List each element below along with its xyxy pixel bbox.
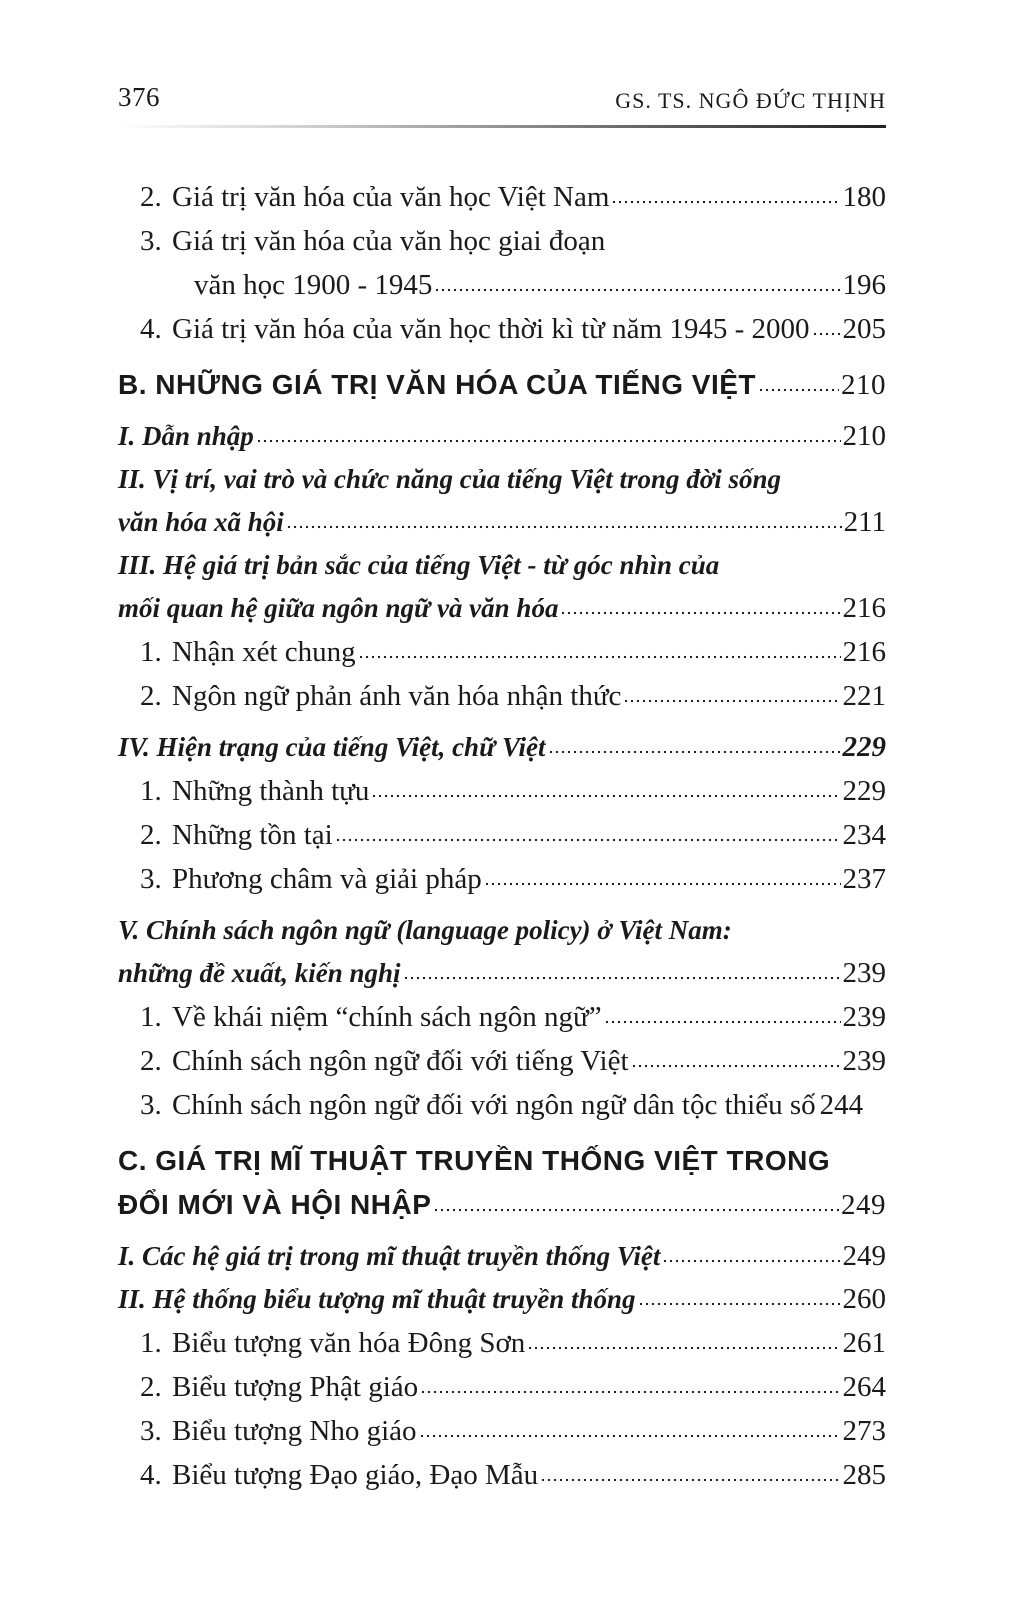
- toc-page-number: 196: [842, 269, 886, 301]
- toc-page-number: 249: [842, 1240, 886, 1272]
- toc-page-number: 210: [842, 420, 886, 452]
- toc-entry-title-line: III. Hệ giá trị bản sắc của tiếng Việt - từ góc nhìn của: [118, 550, 720, 580]
- toc-entry-line: [140, 769, 886, 813]
- dot-leader: [540, 1478, 840, 1482]
- toc-entry-title: Về khái niệm “chính sách ngôn ngữ”: [172, 1001, 602, 1033]
- spacer: [118, 407, 886, 415]
- toc-entry-sub: [118, 726, 886, 769]
- dot-leader: [548, 750, 841, 754]
- toc-entry-title: Phương châm và giải pháp: [172, 863, 482, 895]
- toc-entry-title: I. Các hệ giá trị trong mĩ thuật truyền thống Việt: [118, 1241, 661, 1271]
- dot-leader: [812, 332, 841, 336]
- toc-entry-sub: [118, 415, 886, 458]
- running-header: [118, 82, 886, 128]
- toc-page-number: 260: [842, 1283, 886, 1315]
- toc-entry-sub: [118, 1278, 886, 1321]
- toc-entry-title: Những thành tựu: [172, 775, 370, 807]
- toc-page-number: 264: [842, 1371, 886, 1403]
- toc-entry-item: [118, 857, 886, 901]
- toc-entry-line: [118, 415, 886, 458]
- dot-leader: [604, 1020, 841, 1024]
- spacer: [118, 1127, 886, 1139]
- toc-item-number: 2.: [140, 1045, 162, 1077]
- dot-leader: [623, 699, 840, 703]
- toc-entry-title-line: [140, 219, 886, 263]
- toc-page-number: 210: [841, 369, 886, 401]
- toc-entry-item: [118, 1083, 886, 1127]
- toc-entry-line: [118, 587, 886, 630]
- toc-entry-title: B. NHỮNG GIÁ TRỊ VĂN HÓA CỦA TIẾNG VIỆT: [118, 369, 757, 400]
- toc-entry-item: [118, 1453, 886, 1497]
- dot-leader: [286, 525, 842, 529]
- dot-leader: [631, 1064, 841, 1068]
- toc-entry-title: Giá trị văn hóa của văn học thời kì từ năm 1945 - 2000: [172, 313, 810, 345]
- dot-leader: [611, 200, 840, 204]
- toc-entry-line: [118, 1235, 886, 1278]
- spacer: [118, 718, 886, 726]
- toc-page-number: 237: [842, 863, 886, 895]
- header-rule: [118, 125, 886, 128]
- toc-item-number: 1.: [140, 636, 162, 668]
- spacer: [118, 351, 886, 363]
- toc-entry-title: Giá trị văn hóa của văn học Việt Nam: [172, 181, 610, 213]
- toc-entry-item: [118, 813, 886, 857]
- toc-entry-sub: [118, 458, 886, 544]
- toc-entry-sub: [118, 909, 886, 995]
- toc-entry-line: [118, 363, 886, 407]
- toc-entry-title: Chính sách ngôn ngữ đối với tiếng Việt: [172, 1045, 629, 1077]
- toc-entry-line: [140, 1039, 886, 1083]
- toc-entry-title: Nhận xét chung: [172, 636, 356, 668]
- toc-page-number: 221: [842, 680, 886, 712]
- toc-item-number: 1.: [140, 1327, 162, 1359]
- spacer: [118, 901, 886, 909]
- toc-entry-title: IV. Hiện trạng của tiếng Việt, chữ Việt: [118, 732, 546, 762]
- dot-leader: [638, 1302, 841, 1306]
- toc-page-number: 229: [842, 775, 886, 807]
- toc-item-number: 3.: [140, 1089, 162, 1121]
- toc-page-number: 216: [842, 636, 886, 668]
- running-head-author: GS. TS. NGÔ ĐỨC THỊNH: [615, 88, 886, 113]
- dot-leader: [371, 794, 840, 798]
- dot-leader: [420, 1390, 840, 1394]
- toc-entry-title: Giá trị văn hóa của văn học giai đoạn: [172, 225, 606, 257]
- toc-entry-line: [140, 630, 886, 674]
- toc-entry-title: những đề xuất, kiến nghị: [118, 958, 401, 988]
- toc-entry-line: [140, 1321, 886, 1365]
- toc-entry-title: Biểu tượng Đạo giáo, Đạo Mẫu: [172, 1459, 539, 1491]
- toc-entry-title-line: V. Chính sách ngôn ngữ (language policy) ở Việt Nam:: [118, 915, 732, 945]
- toc-page-number: 244: [819, 1089, 864, 1121]
- toc-entry-sub: [118, 544, 886, 630]
- toc-page-number: 261: [842, 1327, 886, 1359]
- toc-entry-item: [118, 1039, 886, 1083]
- toc-entry-item: [118, 995, 886, 1039]
- toc-entry-title: Những tồn tại: [172, 819, 333, 851]
- toc-entry-line: [140, 813, 886, 857]
- toc-item-number: 2.: [140, 680, 162, 712]
- dot-leader: [484, 882, 841, 886]
- toc-entry-item: [118, 1321, 886, 1365]
- toc-entry-line: [140, 1409, 886, 1453]
- toc-entry-title-line: II. Vị trí, vai trò và chức năng của tiếng Việt trong đời sống: [118, 464, 782, 494]
- toc-entry-line: [118, 1183, 886, 1227]
- toc-item-number: 1.: [140, 775, 162, 807]
- toc-entry-line: [140, 263, 886, 307]
- toc-entry-line: [118, 726, 886, 769]
- toc-entry-line: [140, 857, 886, 901]
- toc-page-number: 211: [843, 506, 886, 538]
- toc-entry-line: [140, 1083, 886, 1127]
- toc-entry-item: [118, 307, 886, 351]
- toc-entry-item: [118, 219, 886, 307]
- toc-item-number: 4.: [140, 313, 162, 345]
- toc-entry-line: [140, 995, 886, 1039]
- dot-leader: [434, 288, 840, 292]
- toc-page-number: 239: [842, 1045, 886, 1077]
- toc-entry-sub: [118, 1235, 886, 1278]
- toc-entry-title: văn học 1900 - 1945: [194, 269, 433, 301]
- toc-item-number: 2.: [140, 1371, 162, 1403]
- dot-leader: [335, 838, 841, 842]
- toc-page-number: 229: [842, 731, 886, 763]
- toc-entry-title: Biểu tượng Nho giáo: [172, 1415, 417, 1447]
- toc-page-number: 249: [841, 1189, 886, 1221]
- table-of-contents: [118, 175, 886, 1497]
- toc-page-number: 234: [842, 819, 886, 851]
- toc-entry-line: [140, 307, 886, 351]
- toc-entry-item: [118, 175, 886, 219]
- dot-leader: [403, 976, 841, 980]
- dot-leader: [758, 388, 839, 392]
- toc-entry-title: văn hóa xã hội: [118, 507, 284, 537]
- toc-entry-title: Biểu tượng Phật giáo: [172, 1371, 419, 1403]
- toc-item-number: 2.: [140, 819, 162, 851]
- toc-entry-title: I. Dẫn nhập: [118, 421, 254, 451]
- toc-entry-line: [118, 1278, 886, 1321]
- toc-entry-line: [140, 175, 886, 219]
- toc-entry-title: Chính sách ngôn ngữ đối với ngôn ngữ dân tộc thiểu số: [172, 1089, 816, 1121]
- toc-entry-line: [140, 1453, 886, 1497]
- toc-entry-item: [118, 769, 886, 813]
- toc-entry-line: [140, 1365, 886, 1409]
- toc-item-number: 3.: [140, 863, 162, 895]
- dot-leader: [527, 1346, 840, 1350]
- toc-entry-title: II. Hệ thống biểu tượng mĩ thuật truyền thống: [118, 1284, 636, 1314]
- toc-item-number: 3.: [140, 225, 162, 257]
- dot-leader: [433, 1208, 839, 1212]
- dot-leader: [358, 655, 841, 659]
- toc-page-number: 205: [842, 313, 886, 345]
- toc-item-number: 3.: [140, 1415, 162, 1447]
- toc-page-number: 180: [842, 181, 886, 213]
- toc-item-number: 4.: [140, 1459, 162, 1491]
- toc-entry-title: Biểu tượng văn hóa Đông Sơn: [172, 1327, 526, 1359]
- toc-entry-line: [118, 952, 886, 995]
- toc-entry-title-line: C. GIÁ TRỊ MĨ THUẬT TRUYỀN THỐNG VIỆT TRONG: [118, 1145, 831, 1176]
- page-number: 376: [118, 82, 160, 112]
- toc-entry-section: [118, 363, 886, 407]
- toc-entry-item: [118, 630, 886, 674]
- toc-item-number: 2.: [140, 181, 162, 213]
- spacer: [118, 1227, 886, 1235]
- dot-leader: [256, 439, 841, 443]
- toc-entry-item: [118, 674, 886, 718]
- dot-leader: [560, 611, 840, 615]
- toc-entry-item: [118, 1365, 886, 1409]
- toc-page-number: 239: [842, 1001, 886, 1033]
- toc-item-number: 1.: [140, 1001, 162, 1033]
- toc-entry-title: ĐỔI MỚI VÀ HỘI NHẬP: [118, 1189, 432, 1220]
- dot-leader: [419, 1434, 841, 1438]
- toc-entry-title: mối quan hệ giữa ngôn ngữ và văn hóa: [118, 593, 559, 623]
- toc-entry-item: [118, 1409, 886, 1453]
- toc-page-number: 216: [842, 592, 886, 624]
- toc-entry-title: Ngôn ngữ phản ánh văn hóa nhận thức: [172, 680, 622, 712]
- toc-entry-line: [140, 674, 886, 718]
- toc-entry-line: [118, 501, 886, 544]
- toc-entry-section: [118, 1139, 886, 1227]
- toc-page-number: 239: [842, 957, 886, 989]
- toc-page-number: 285: [842, 1459, 886, 1491]
- dot-leader: [662, 1259, 840, 1263]
- toc-page-number: 273: [842, 1415, 886, 1447]
